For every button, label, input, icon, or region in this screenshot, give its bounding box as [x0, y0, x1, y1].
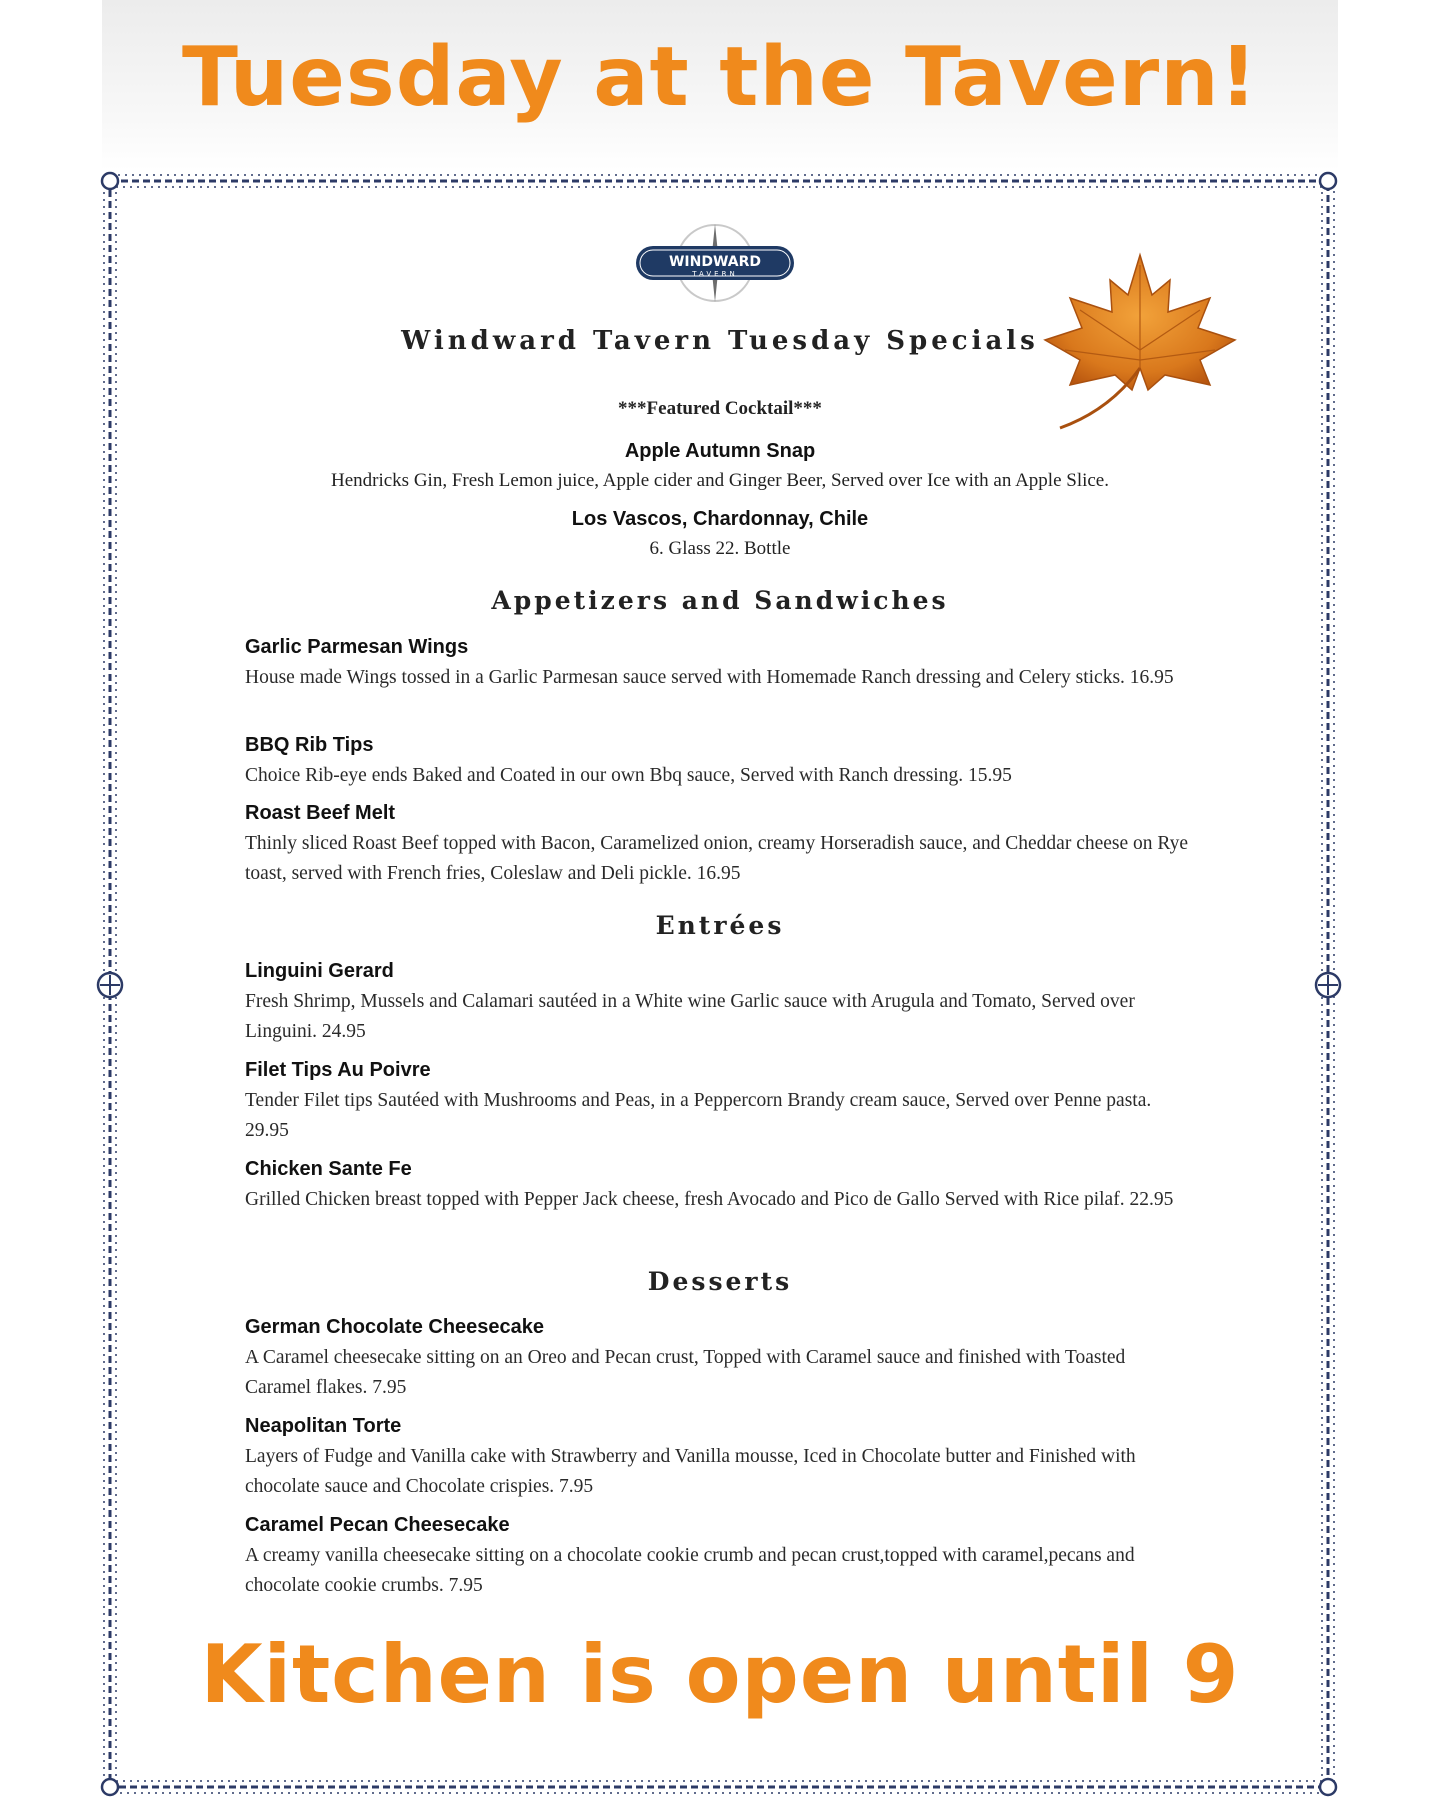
section-title-desserts: Desserts — [647, 1267, 793, 1296]
menu-item — [245, 1413, 1190, 1502]
section-title-entrees: Entrées — [655, 911, 785, 940]
item-name: BBQ Rib Tips — [245, 734, 374, 756]
item-description: Grilled Chicken breast topped with Pepper Jack cheese, fresh Avocado and Pico de Gallo Served with Rice pilaf. 22.95 — [245, 1189, 1174, 1210]
menu-item — [245, 1057, 1190, 1146]
item-name: Filet Tips Au Poivre — [245, 1059, 431, 1081]
kitchen-hours-note: Kitchen is open until 9 — [200, 1628, 1240, 1721]
item-description: Thinly sliced Roast Beef topped with Bacon, Caramelized onion, creamy Horseradish sauce, and Cheddar cheese on Rye toast, served with French fries, Coleslaw and Deli pickle. 16.95 — [245, 833, 1189, 884]
headline: Tuesday at the Tavern! — [181, 30, 1259, 125]
item-name: Garlic Parmesan Wings — [245, 636, 469, 658]
item-description: A Caramel cheesecake sitting on an Oreo and Pecan crust, Topped with Caramel sauce and finished with Toasted Caramel flakes. 7.95 — [245, 1347, 1126, 1398]
item-name: German Chocolate Cheesecake — [245, 1316, 545, 1338]
featured-label: ***Featured Cocktail*** — [618, 398, 822, 419]
menu-item — [245, 634, 1190, 693]
section-title-appetizers: Appetizers and Sandwiches — [491, 586, 949, 615]
cocktail-name: Apple Autumn Snap — [624, 440, 816, 462]
logo-sub: TAVERN — [692, 270, 738, 278]
item-name: Linguini Gerard — [245, 960, 394, 982]
menu-item — [245, 732, 1190, 791]
item-description: A creamy vanilla cheesecake sitting on a chocolate cookie crumb and pecan crust,topped with caramel,pecans and chocolate cookie crumbs. 7.95 — [245, 1545, 1135, 1596]
item-description: Choice Rib-eye ends Baked and Coated in our own Bbq sauce, Served with Ranch dressing. 15.95 — [245, 765, 1012, 786]
menu-title: Windward Tavern Tuesday Specials — [401, 326, 1039, 356]
item-description: House made Wings tossed in a Garlic Parmesan sauce served with Homemade Ranch dressing and Celery sticks. 16.95 — [245, 667, 1174, 688]
item-name: Roast Beef Melt — [245, 802, 396, 824]
menu-item — [245, 1512, 1190, 1601]
item-description: Fresh Shrimp, Mussels and Calamari sautéed in a White wine Garlic sauce with Arugula and Tomato, Served over Linguini. 24.95 — [245, 991, 1135, 1042]
wine-name: Los Vascos, Chardonnay, Chile — [571, 508, 869, 530]
item-description: Layers of Fudge and Vanilla cake with Strawberry and Vanilla mousse, Iced in Chocolate butter and Finished with chocolate sauce and Chocolate crispies. 7.95 — [245, 1446, 1136, 1497]
menu-item — [245, 800, 1190, 889]
menu-item — [245, 1314, 1190, 1403]
compass-rose-icon — [630, 222, 800, 304]
item-name: Chicken Sante Fe — [245, 1158, 412, 1180]
wine-price: 6. Glass 22. Bottle — [649, 538, 791, 559]
cocktail-description: Hendricks Gin, Fresh Lemon juice, Apple cider and Ginger Beer, Served over Ice with an Apple Slice. — [330, 470, 1109, 491]
logo-name: WINDWARD — [668, 254, 762, 270]
menu-item — [245, 958, 1190, 1047]
item-description: Tender Filet tips Sautéed with Mushrooms and Peas, in a Peppercorn Brandy cream sauce, Served over Penne pasta. 29.95 — [245, 1090, 1152, 1141]
menu-item — [245, 1156, 1190, 1215]
item-name: Neapolitan Torte — [245, 1415, 402, 1437]
item-name: Caramel Pecan Cheesecake — [245, 1514, 510, 1536]
